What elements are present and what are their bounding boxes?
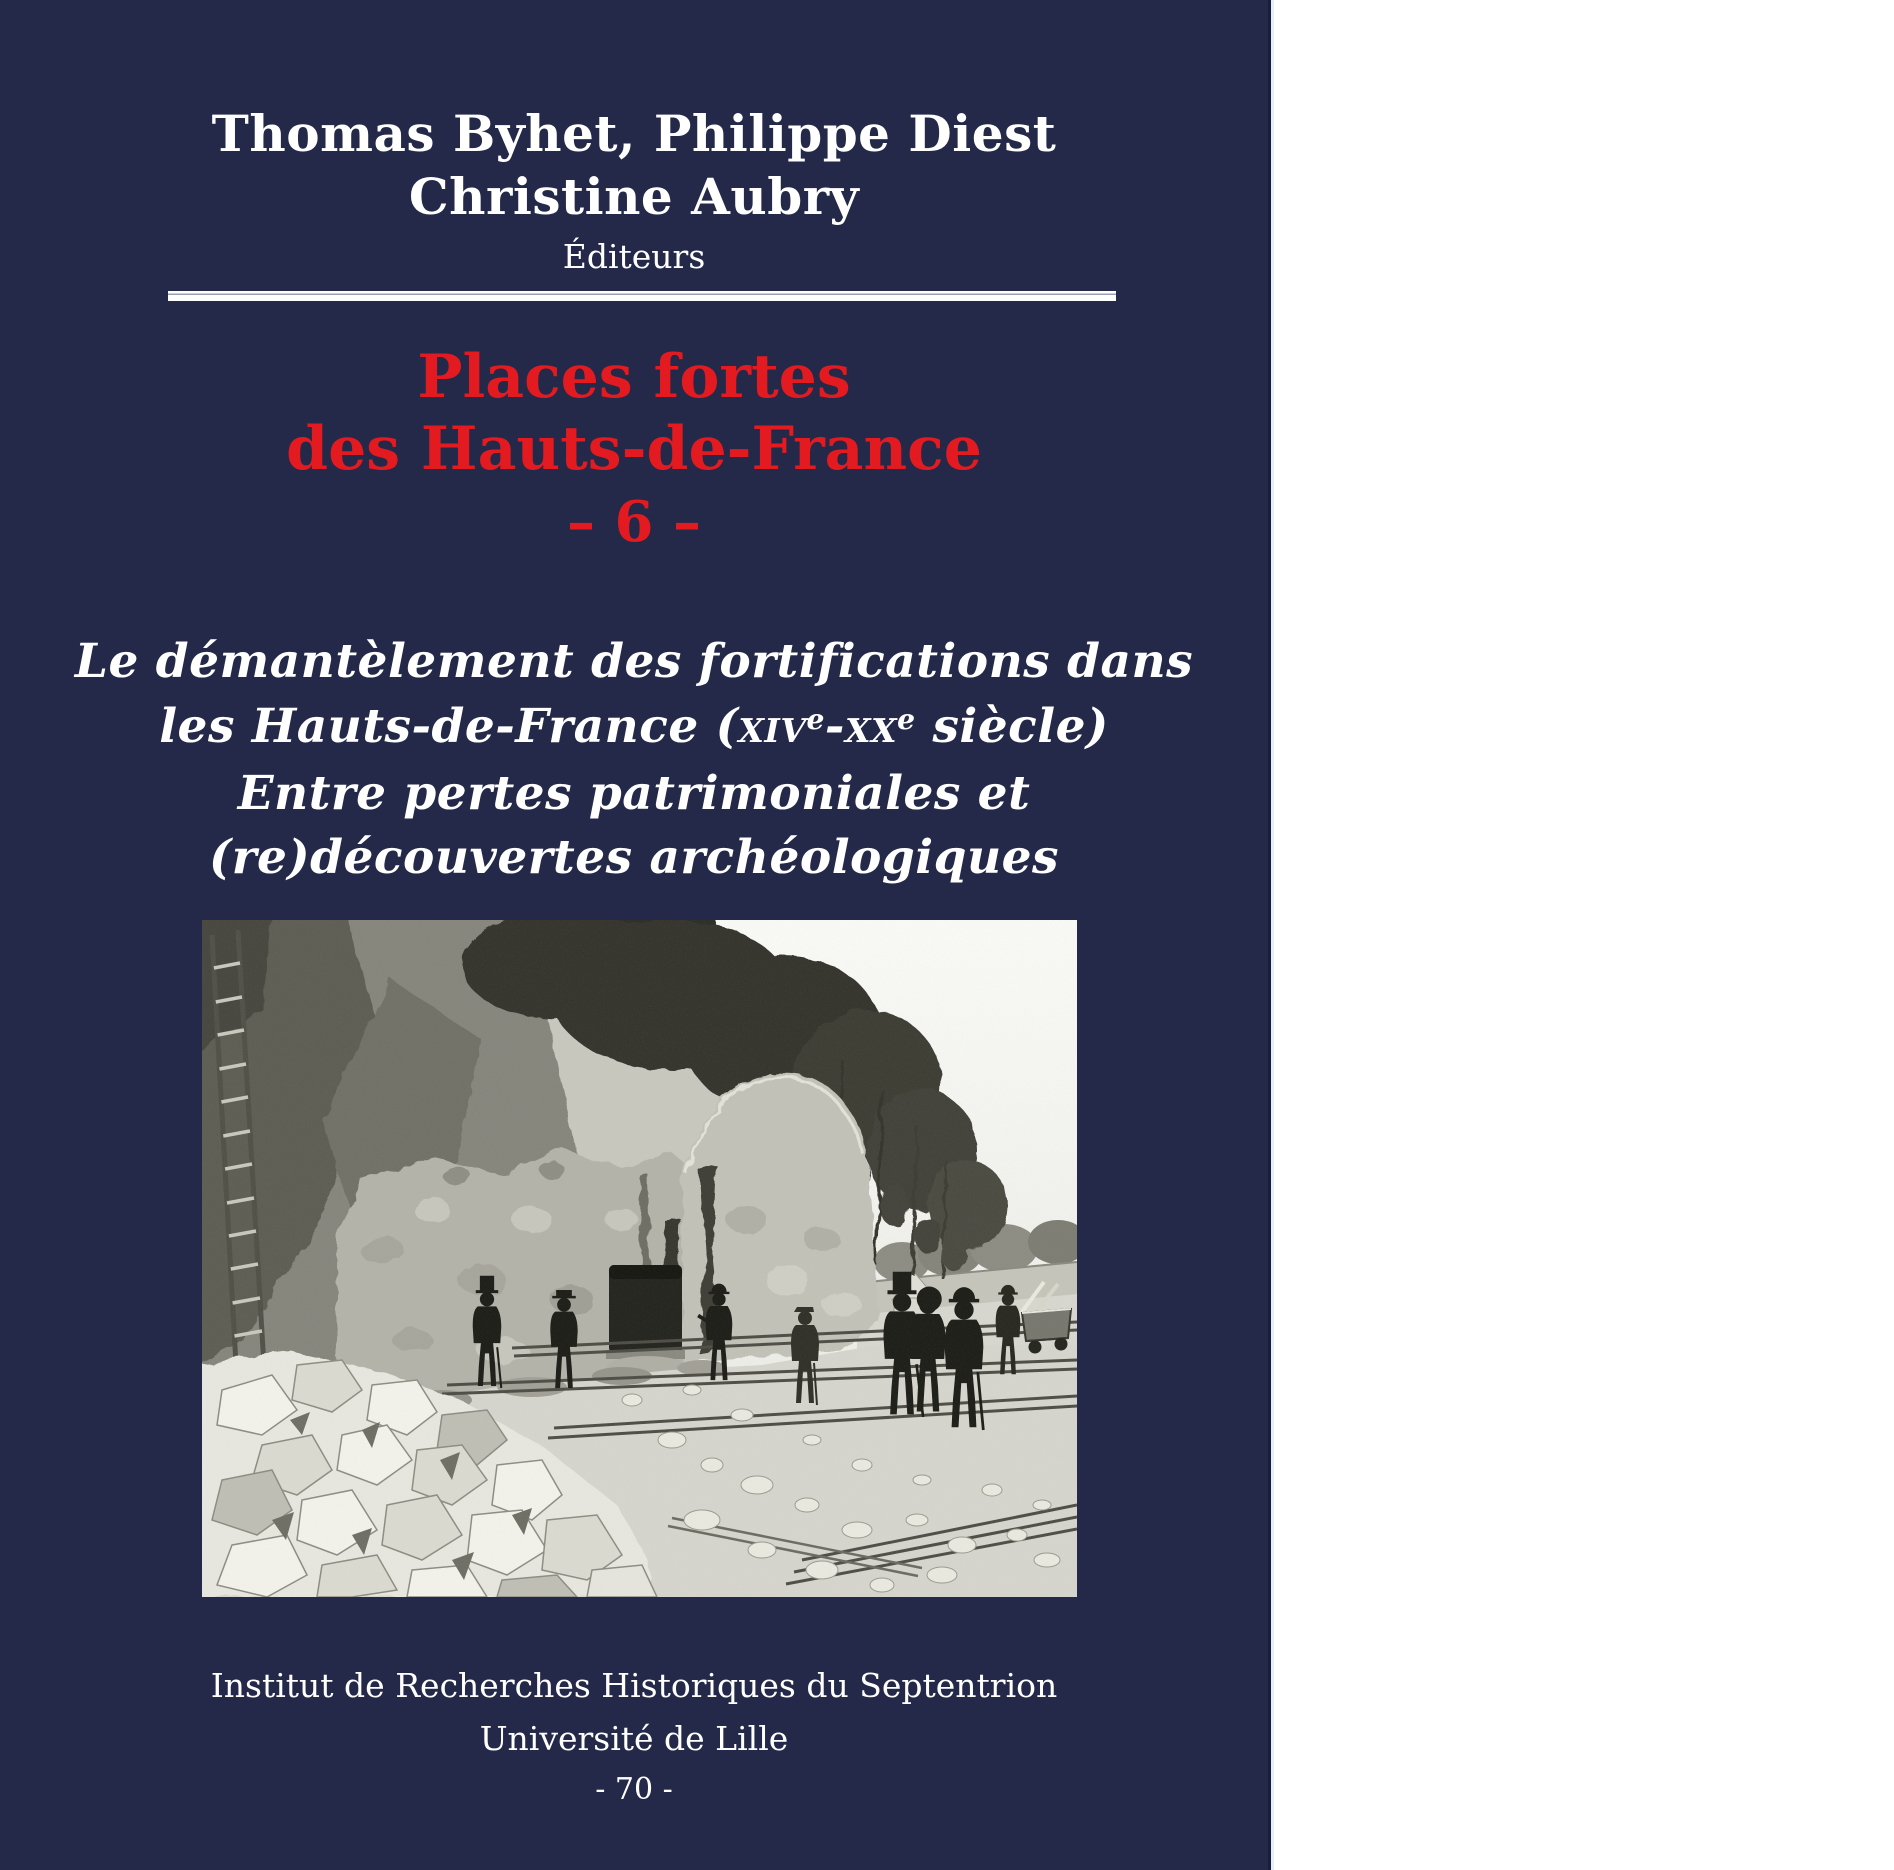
author-line-2: Christine Aubry: [408, 167, 860, 226]
subtitle-dash: -: [824, 699, 845, 754]
publisher-line-2: Université de Lille: [479, 1719, 789, 1758]
subtitle-line-2-pre: les Hauts-de-France (: [159, 699, 739, 754]
subtitle-roman-numeral-1: xiv: [738, 699, 807, 754]
demolition-photograph: [202, 920, 1077, 1597]
separator-rule: [168, 291, 1116, 301]
editors-label: Éditeurs: [562, 237, 706, 276]
subtitle-line-2-post: siècle): [915, 699, 1109, 754]
cover-edge-highlight: [1271, 0, 1274, 1870]
series-title-line-1: Places fortes: [417, 342, 851, 412]
author-line-1: Thomas Byhet, Philippe Diest: [211, 104, 1057, 163]
cover-photo: [202, 920, 1077, 1597]
subtitle-line-4: (re)découvertes archéologiques: [208, 830, 1060, 885]
collection-number: - 70 -: [595, 1772, 673, 1807]
subtitle-superscript-1: e: [806, 703, 825, 737]
series-title-line-2: des Hauts-de-France: [286, 414, 982, 484]
subtitle-line-3: Entre pertes patrimoniales et: [237, 766, 1031, 821]
volume-number: – 6 –: [567, 489, 701, 555]
publisher-line-1: Institut de Recherches Historiques du Septentrion: [210, 1666, 1058, 1705]
subtitle-line-1: Le démantèlement des fortifications dans: [74, 634, 1194, 689]
subtitle-line-2: [8, 699, 1260, 754]
subtitle-superscript-2: e: [897, 703, 916, 737]
photo-grain-overlay: [202, 920, 1077, 1597]
subtitle-roman-numeral-2: xx: [844, 699, 898, 754]
